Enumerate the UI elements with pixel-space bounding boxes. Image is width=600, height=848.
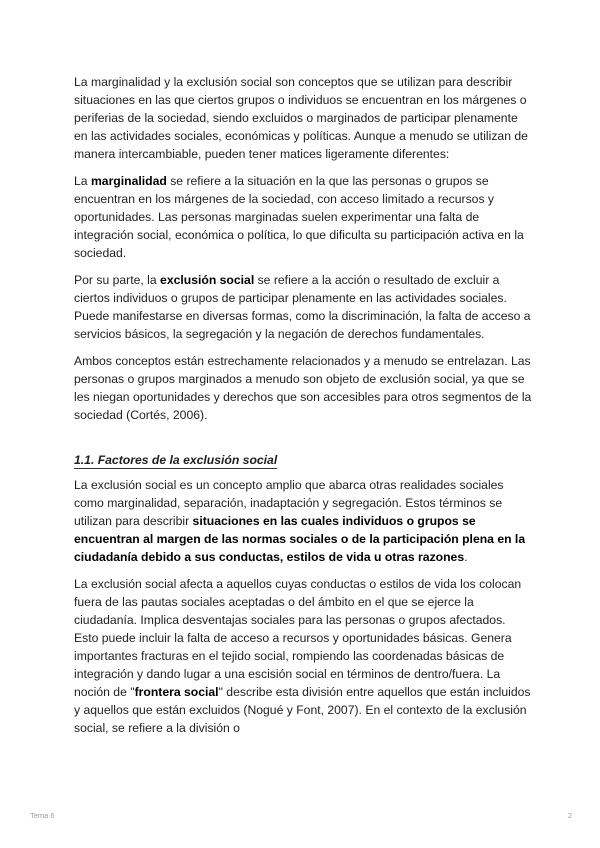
text-segment: Por su parte, la — [74, 273, 161, 287]
section-heading — [74, 451, 532, 469]
paragraph-marginalidad — [74, 172, 532, 262]
document-body — [74, 73, 532, 746]
section-heading-text: 1.1. Factores de la exclusión social — [74, 453, 278, 467]
paragraph-relation: Ambos conceptos están estrechamente relacionados y a menudo se entrelazan. Las personas o grupos marginados a menudo son objeto de exclusión social, ya que se les niegan oportunidades y derechos que son accesibles para otros segmentos de la sociedad (Cortés, 2006). — [74, 354, 532, 422]
bold-term: frontera social — [134, 685, 219, 699]
footer-page-number: 2 — [567, 811, 572, 820]
bold-term: exclusión social — [160, 273, 255, 287]
paragraph-effects — [74, 575, 532, 737]
bold-statement: situaciones en las cuales individuos o grupos se encuentran al margen de las normas sociales o de la participación plena en la ciudadanía debido a sus conductas, estilos de vida u otras razones — [74, 514, 526, 564]
paragraph-intro: La marginalidad y la exclusión social son conceptos que se utilizan para describir situaciones en las que ciertos grupos o individuos se encuentran en los márgenes o periferias de la sociedad, siendo excluidos o marginados de participar plenamente en las actividades sociales, económicas y políticas. Aunque a menudo se utilizan de manera intercambiable, pueden tener matices ligeramente diferentes: — [74, 75, 528, 161]
text-segment: " describe esta división entre aquellos que están incluidos y aquellos que están excluidos (Nogué y Font, 2007). En el contexto de la exclusión social, se refiere a la división o — [74, 685, 531, 735]
text-segment: se refiere a la situación en la que las personas o grupos se encuentran en los márgenes de la sociedad, con acceso limitado a recursos y oportunidades. Las personas marginadas suelen experimentar una falta de integración social, económica o política, lo que dificulta su participación activa en la sociedad. — [74, 174, 524, 260]
text-segment: . — [464, 550, 468, 564]
bold-term: marginalidad — [90, 174, 167, 188]
text-segment: se refiere a la acción o resultado de excluir a ciertos individuos o grupos de participar plenamente en las actividades sociales. Puede manifestarse en diversas formas, como la discriminación, la falta de acceso a servicios básicos, la segregación y la negación de derechos fundamentales. — [74, 273, 531, 341]
footer-chapter-label: Tema 6 — [30, 811, 55, 820]
text-segment: La — [74, 174, 91, 188]
text-segment: La exclusión social afecta a aquellos cuyas conductas o estilos de vida los colocan fuera de las pautas sociales aceptadas o del ámbito en el que se ejerce la ciudadanía. Implica desventajas sociales para las personas o grupos afectados. Esto puede incluir la falta de acceso a recursos y oportunidades básicas. Genera importantes fracturas en el tejido social, rompiendo las coordenadas básicas de integración y dando lugar a una escisión social en términos de dentro/fuera. La noción de " — [74, 577, 522, 699]
paragraph-exclusion — [74, 271, 532, 343]
text-segment: La exclusión social es un concepto amplio que abarca otras realidades sociales como marginalidad, separación, inadaptación y segregación. Estos términos se utilizan para describir — [74, 478, 504, 528]
paragraph-concept — [74, 476, 532, 566]
